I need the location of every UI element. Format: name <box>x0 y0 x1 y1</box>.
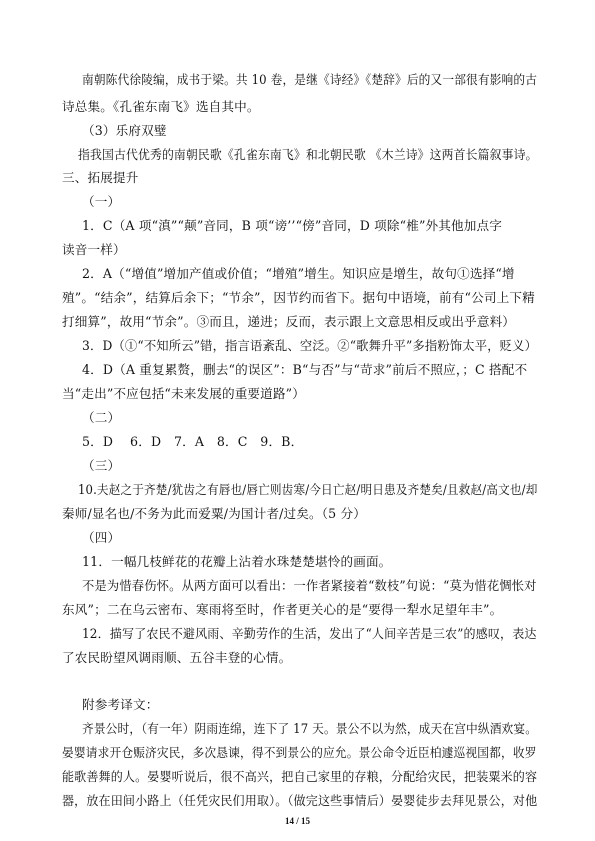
sub-heading: （二） <box>82 410 121 425</box>
text-line: 殖”。“结余”，结算后余下；“节余”，因节约而省下。据句中语境，前有“公司上下精 <box>62 290 535 305</box>
sub-heading: （三） <box>82 458 121 473</box>
text-line: 东风”；二在乌云密布、寒雨将至时，作者更关心的是“要得一犁水足望年丰”。 <box>62 602 503 617</box>
sub-heading: （四） <box>82 530 121 545</box>
text-line: 秦师/显名也/不务为此而爱粟/为国计者/过矣。（5 分） <box>62 506 366 521</box>
text-line: 12．描写了农民不避风雨、辛勤劳作的生活，发出了“人间辛苦是三农”的感叹，表达 <box>82 626 537 641</box>
text-line: 齐景公时，（有一年）阴雨连绵，连下了 17 天。景公不以为然，成天在宫中纵酒欢宴。 <box>82 721 538 736</box>
text-line: 不是为惜春伤怀。从两方面可以看出：一作者紧接着“数枝”句说：“莫为惜花惆怅对 <box>82 578 537 593</box>
text-line: 5．D 6．D 7．A 8．C 9．B． <box>82 434 304 449</box>
text-line: 器，放在田间小路上（任凭灾民们用取）。（做完这些事情后）晏婴徒步去拜见景公，对他 <box>62 793 538 808</box>
text-line: 3．D（①“不知所云”错，指言语紊乱、空泛。②“歌舞升平”多指粉饰太平，贬义） <box>82 338 538 353</box>
text-line: 4．D（A 重复累赘，删去“的误区”：B“与否”与“苛求”前后不照应，；C 搭配不 <box>82 362 528 377</box>
text-line: 指我国古代优秀的南朝民歌《孔雀东南飞》和北朝民歌 《木兰诗》这两首长篇叙事诗。 <box>78 147 538 162</box>
text-line: 读音一样） <box>62 242 126 257</box>
text-line: 诗总集。《孔雀东南飞》选自其中。 <box>62 99 260 114</box>
text-line: 能歌善舞的人。晏婴听说后，很不高兴，把自己家里的存粮，分配给灾民，把装粟米的容 <box>62 769 538 784</box>
text-line: 晏婴请求开仓赈济灾民，多次恳谏，得不到景公的应允。景公命令近臣柏遽巡视国都，收罗 <box>62 745 537 760</box>
text-line: 南朝陈代徐陵编，成书于梁。共 10 卷，是继《诗经》《楚辞》后的又一部很有影响的古 <box>82 72 538 87</box>
appendix-heading: 附参考译文： <box>82 697 159 712</box>
text-line: 当“走出”不应包括“未来发展的重要道路”） <box>62 386 305 401</box>
page-number: 14 / 15 <box>284 816 310 826</box>
text-line: 10.夫赵之于齐楚/犹齿之有唇也/唇亡则齿寒/今日亡赵/明日患及齐楚矣/且救赵/高文也/却 <box>78 482 538 497</box>
text-line: 打细算”，故用“节余”。③而且，递进；反而，表示跟上文意思相反或出乎意料） <box>62 314 516 329</box>
text-line: （3）乐府双璧 <box>82 123 167 138</box>
text-line: 2．A（“增值”增加产值或价值；“增殖”增生。知识应是增生，故句①选择“增 <box>82 266 515 281</box>
section-heading: 三、拓展提升 <box>62 170 139 185</box>
text-line: 11．一幅几枝鲜花的花瓣上沾着水珠楚楚堪怜的画面。 <box>82 554 392 569</box>
text-line: 了农民盼望风调雨顺、五谷丰登的心情。 <box>62 650 292 665</box>
sub-heading: （一） <box>82 194 121 209</box>
text-line: 1．C（A 项“滇”“颠”音同，B 项“谤’’“傍”音同，D 项除“椎”外其他加点字 <box>82 218 503 233</box>
